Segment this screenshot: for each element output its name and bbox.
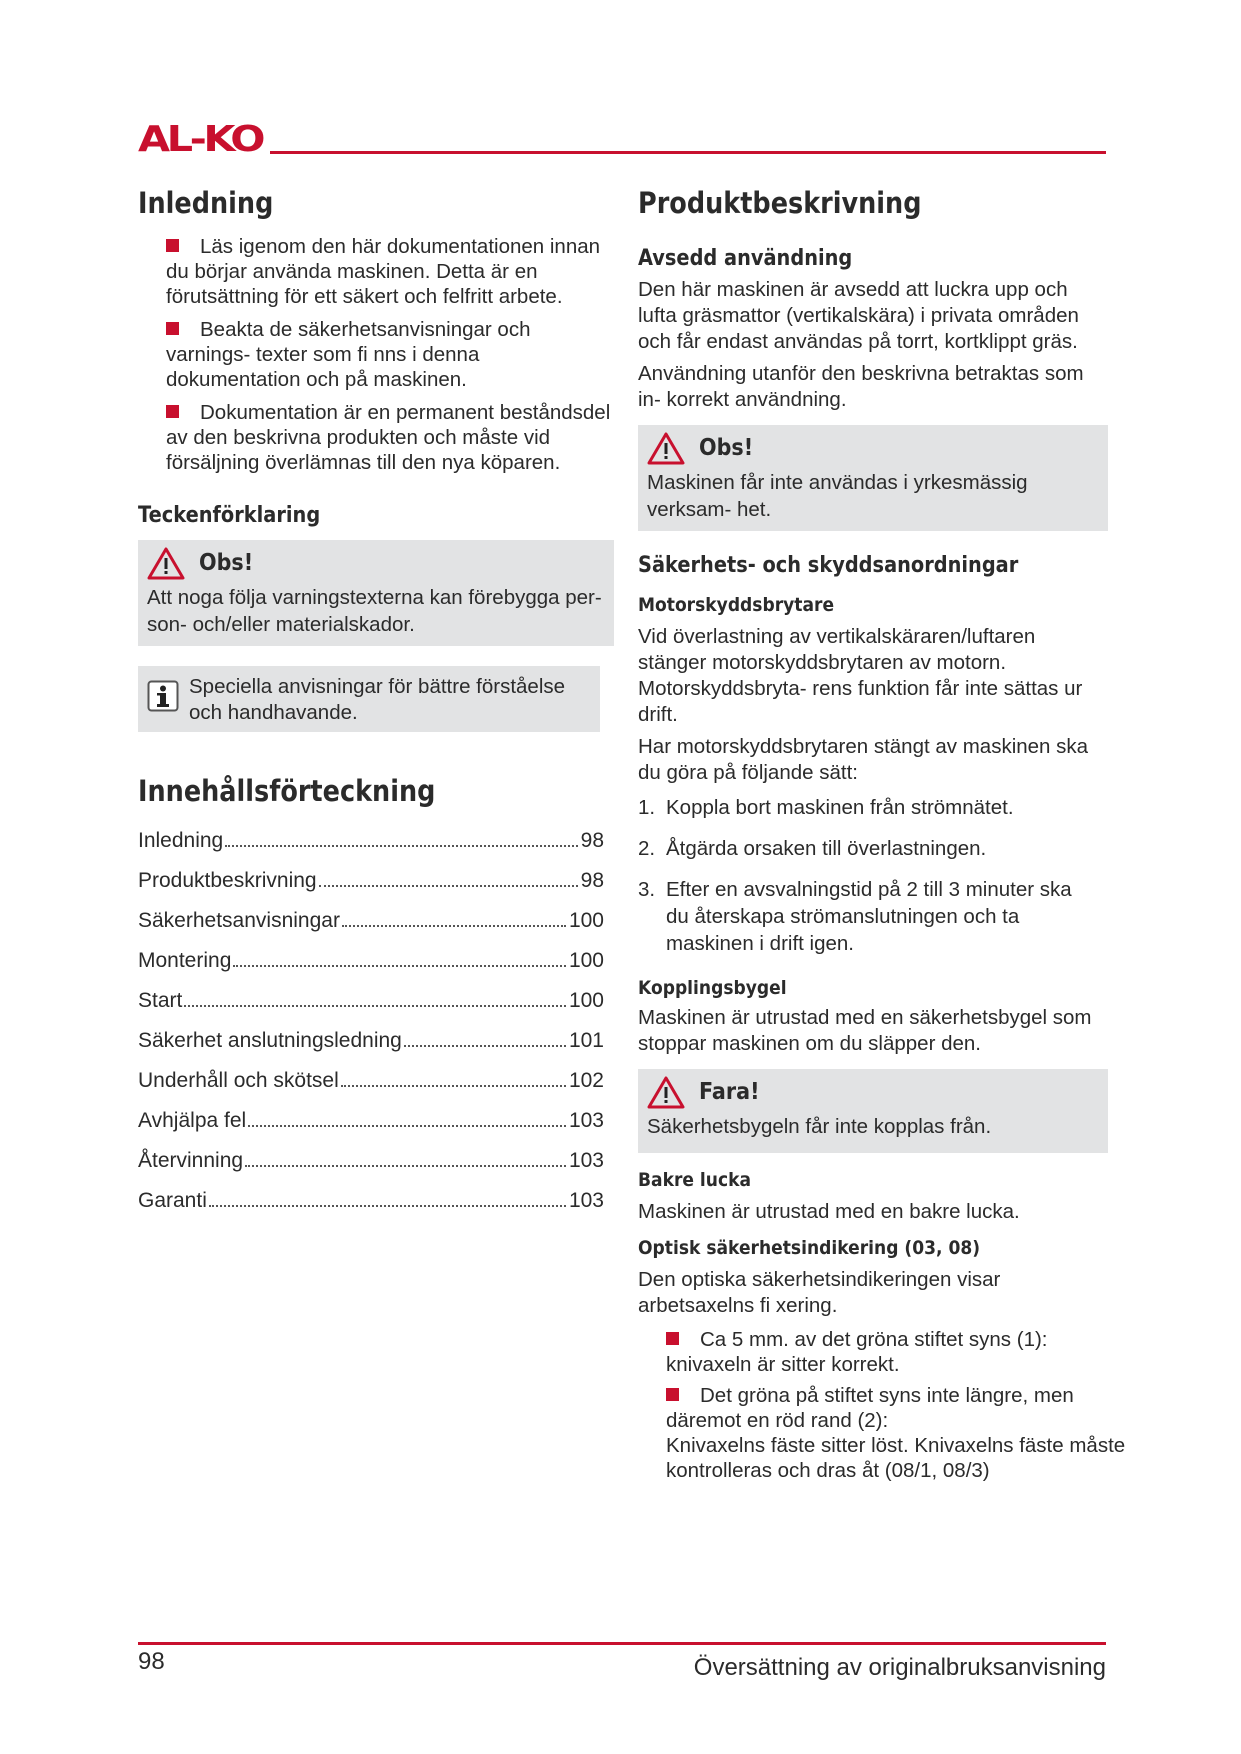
toc-entry[interactable]: Garanti 103 [138, 1189, 604, 1212]
warning-triangle-icon [647, 1075, 685, 1109]
obs-title: Obs! [699, 435, 754, 461]
list-item: Dokumentation är en permanent beståndsdel av den beskrivna produkten och måste vid försäljning överlämnas till den nya köparen. [166, 401, 611, 474]
legend-heading: Teckenförklaring [138, 503, 321, 528]
bullet-square-icon [166, 405, 179, 418]
info-icon [147, 680, 179, 712]
safety-devices-heading: Säkerhets- och skyddsanordningar [638, 553, 1019, 578]
info-notice-box [138, 666, 600, 732]
optical-indicator-list [666, 1327, 1136, 1483]
obs-text: Att noga följa varningstexterna kan förebygga per- son- och/eller materialskador. [147, 586, 602, 636]
list-item: 3. Efter en avsvalningstid på 2 till 3 minuter ska du återskapa strömanslutningen och ta maskinen i drift igen. [638, 878, 1072, 955]
toc-entry[interactable]: Avhjälpa fel 103 [138, 1109, 604, 1132]
optical-indicator-heading: Optisk säkerhetsindikering (03, 08) [638, 1237, 981, 1259]
bullet-square-icon [166, 239, 179, 252]
danger-title: Fara! [699, 1079, 760, 1105]
list-item: Det gröna på stiftet syns inte längre, men däremot en röd rand (2): Knivaxelns fäste sitter löst. Knivaxelns fäste måste kontrolleras och dras åt (08/1, 08/3) [666, 1384, 1126, 1482]
list-item: Beakta de säkerhetsanvisningar och varnings- texter som fi nns i denna dokumentation och på maskinen. [166, 318, 531, 391]
obs-notice-box [138, 540, 614, 646]
toc-entry[interactable]: Produktbeskrivning 98 [138, 869, 604, 892]
intended-use-heading: Avsedd användning [638, 246, 853, 271]
table-of-contents [138, 828, 604, 1228]
toc-entry[interactable]: Återvinning 103 [138, 1149, 604, 1172]
toc-entry[interactable]: Säkerhet anslutningsledning 101 [138, 1029, 604, 1052]
toc-entry[interactable]: Montering 100 [138, 949, 604, 972]
obs-text: Maskinen får inte användas i yrkesmässig verksam- het. [647, 471, 1028, 521]
safety-bar-heading: Kopplingsbygel [638, 977, 787, 999]
toc-entry[interactable]: Säkerhetsanvisningar 100 [138, 909, 604, 932]
intended-use-text: Den här maskinen är avsedd att luckra upp och lufta gräsmattor (vertikalskära) i privata områden och får endast användas på torrt, kortklippt gräs. [638, 278, 1079, 353]
motor-protection-text-2: Har motorskyddsbrytaren stängt av maskinen ska du göra på följande sätt: [638, 735, 1089, 784]
list-item: 2. Åtgärda orsaken till överlastningen. [638, 837, 987, 860]
product-heading: Produktbeskrivning [638, 186, 922, 220]
motor-protection-text: Vid överlastning av vertikalskäraren/luftaren stänger motorskyddsbrytaren av motorn. Motorskyddsbryta- rens funktion får inte sättas ur drift. [638, 625, 1083, 726]
obs-notice-box [638, 425, 1108, 531]
bullet-square-icon [666, 1388, 679, 1401]
intro-heading: Inledning [138, 186, 274, 220]
left-column [138, 182, 614, 1228]
danger-text: Säkerhetsbygeln får inte kopplas från. [647, 1115, 992, 1138]
reset-steps-list [638, 794, 1108, 957]
bullet-square-icon [666, 1332, 679, 1345]
motor-protection-heading: Motorskyddsbrytare [638, 594, 835, 616]
toc-heading: Innehållsförteckning [138, 774, 436, 808]
footer-rule [138, 1642, 1106, 1645]
info-text: Speciella anvisningar för bättre förståelse och handhavande. [189, 675, 566, 724]
footer-title: Översättning av originalbruksanvisning [693, 1654, 1106, 1681]
al-ko-logo [138, 120, 266, 156]
optical-indicator-text: Den optiska säkerhetsindikeringen visar arbetsaxelns fi xering. [638, 1268, 1001, 1317]
toc-entry[interactable]: Underhåll och skötsel 102 [138, 1069, 604, 1092]
toc-entry[interactable]: Start 100 [138, 989, 604, 1012]
bullet-square-icon [166, 322, 179, 335]
list-item: 1. Koppla bort maskinen från strömnätet. [638, 796, 1014, 819]
rear-flap-heading: Bakre lucka [638, 1169, 752, 1191]
right-column [638, 182, 1126, 1483]
list-item: Läs igenom den här dokumentationen innan du börjar använda maskinen. Detta är en förutsättning för ett säkert och felfritt arbete. [166, 235, 601, 308]
header-rule [270, 151, 1106, 154]
safety-bar-text: Maskinen är utrustad med en säkerhetsbygel som stoppar maskinen om du släpper den. [638, 1006, 1092, 1055]
list-item: Ca 5 mm. av det gröna stiftet syns (1): knivaxeln är sitter korrekt. [666, 1328, 1048, 1376]
svg-text:AL-KO: AL-KO [138, 120, 264, 156]
danger-notice-box [638, 1069, 1108, 1153]
warning-triangle-icon [147, 546, 185, 580]
intended-use-text-2: Användning utanför den beskrivna betraktas som in- korrekt användning. [638, 362, 1084, 411]
obs-title: Obs! [199, 550, 254, 576]
toc-entry[interactable]: Inledning 98 [138, 829, 604, 852]
rear-flap-text: Maskinen är utrustad med en bakre lucka. [638, 1200, 1020, 1223]
intro-bullet-list [166, 234, 614, 475]
page-number: 98 [138, 1648, 165, 1675]
warning-triangle-icon [647, 431, 685, 465]
